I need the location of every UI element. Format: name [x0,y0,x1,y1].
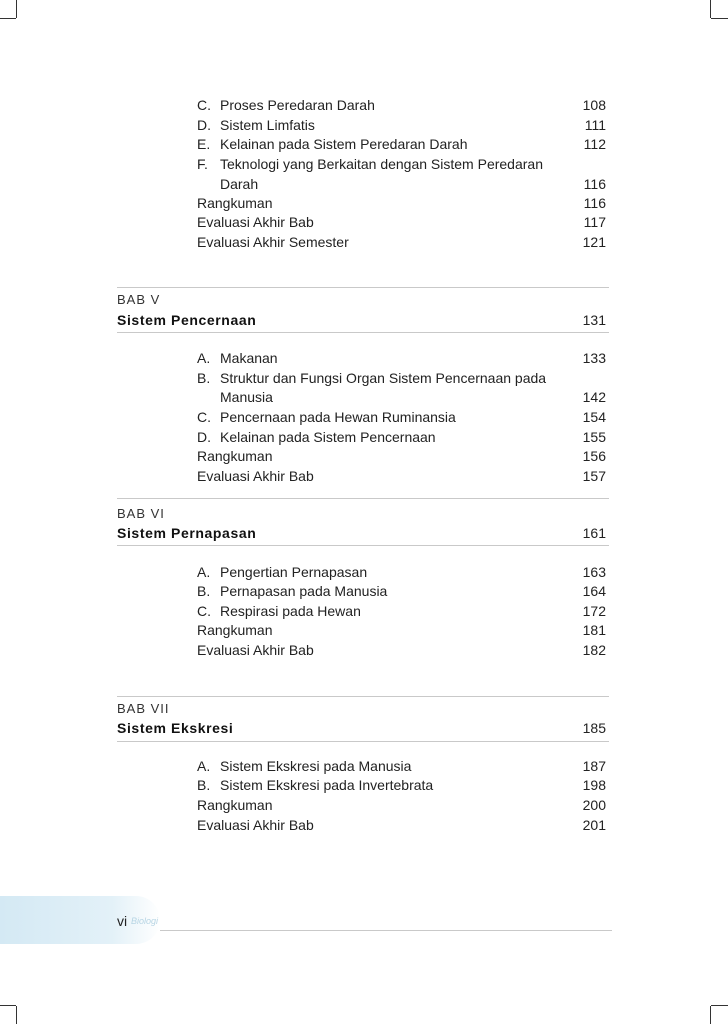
entry-page: 133 [582,350,606,366]
section-divider [117,741,609,742]
chapter-label: BAB VI [117,506,165,521]
chapter-page: 161 [582,525,606,541]
entry-title: Pengertian Pernapasan [220,564,368,580]
chapter-page: 185 [582,720,606,736]
entry-page: 172 [582,603,606,619]
entry-title: Darah [220,176,259,192]
entry-page: 181 [582,622,606,638]
entry-page: 155 [582,429,606,445]
chapter-page: 131 [582,312,606,328]
entry-page: 201 [582,817,606,833]
entry-page: 182 [582,642,606,658]
entry-title: Respirasi pada Hewan [220,603,361,619]
chapter-label: BAB V [117,292,161,307]
entry-letter: A. [197,350,211,366]
entry-page: 111 [584,117,606,133]
entry-letter: E. [197,136,211,152]
section-divider [117,287,609,288]
section-divider [117,545,609,546]
entry-page: 116 [583,176,606,192]
entry-title: Sistem Limfatis [220,117,315,133]
entry-letter: D. [197,429,211,445]
entry-title: Pencernaan pada Hewan Ruminansia [220,409,456,425]
entry-letter: F. [197,156,208,172]
entry-page: 157 [582,468,606,484]
footer-rule [160,930,612,931]
entry-title: Evaluasi Akhir Bab [197,817,314,833]
entry-title: Kelainan pada Sistem Peredaran Darah [220,136,468,152]
entry-letter: B. [197,583,211,599]
crop-mark [16,1006,17,1024]
crop-mark [0,1005,16,1006]
entry-page: 164 [582,583,606,599]
entry-page: 117 [583,214,606,230]
crop-mark [711,1005,728,1006]
entry-title: Evaluasi Akhir Semester [197,234,349,250]
entry-title: Kelainan pada Sistem Pencernaan [220,429,436,445]
footer-watermark: Biologi [131,916,159,926]
section-divider [117,696,609,697]
entry-letter: D. [197,117,211,133]
crop-mark [0,18,16,19]
crop-mark [711,18,728,19]
entry-letter: C. [197,409,211,425]
entry-page: 112 [583,136,606,152]
entry-page: 116 [583,195,606,211]
entry-page: 154 [582,409,606,425]
entry-page: 156 [582,448,606,464]
entry-title: Pernapasan pada Manusia [220,583,388,599]
chapter-title: Sistem Pencernaan [117,312,257,328]
section-divider [117,498,609,499]
entry-page: 200 [582,797,606,813]
entry-letter: C. [197,603,211,619]
entry-letter: A. [197,758,211,774]
chapter-title: Sistem Ekskresi [117,720,234,736]
entry-title: Rangkuman [197,195,273,211]
entry-page: 163 [582,564,606,580]
entry-title: Makanan [220,350,278,366]
entry-title: Struktur dan Fungsi Organ Sistem Pencernaan pada [220,370,547,386]
entry-letter: B. [197,777,211,793]
entry-title: Evaluasi Akhir Bab [197,468,314,484]
section-divider [117,332,609,333]
crop-mark [710,0,711,18]
entry-title: Evaluasi Akhir Bab [197,214,314,230]
chapter-title: Sistem Pernapasan [117,525,257,541]
entry-title: Evaluasi Akhir Bab [197,642,314,658]
entry-page: 142 [582,389,606,405]
page-number: vi [117,913,128,929]
entry-title: Rangkuman [197,448,273,464]
crop-mark [710,1006,711,1024]
entry-letter: A. [197,564,211,580]
entry-title: Manusia [220,389,273,405]
entry-letter: C. [197,97,211,113]
entry-title: Rangkuman [197,797,273,813]
entry-title: Teknologi yang Berkaitan dengan Sistem Peredaran [220,156,543,172]
chapter-label: BAB VII [117,701,170,716]
entry-title: Rangkuman [197,622,273,638]
entry-page: 198 [582,777,606,793]
entry-page: 121 [582,234,606,250]
entry-page: 187 [582,758,606,774]
entry-title: Sistem Ekskresi pada Manusia [220,758,412,774]
entry-letter: B. [197,370,211,386]
entry-page: 108 [582,97,606,113]
crop-mark [16,0,17,18]
entry-title: Sistem Ekskresi pada Invertebrata [220,777,434,793]
entry-title: Proses Peredaran Darah [220,97,375,113]
